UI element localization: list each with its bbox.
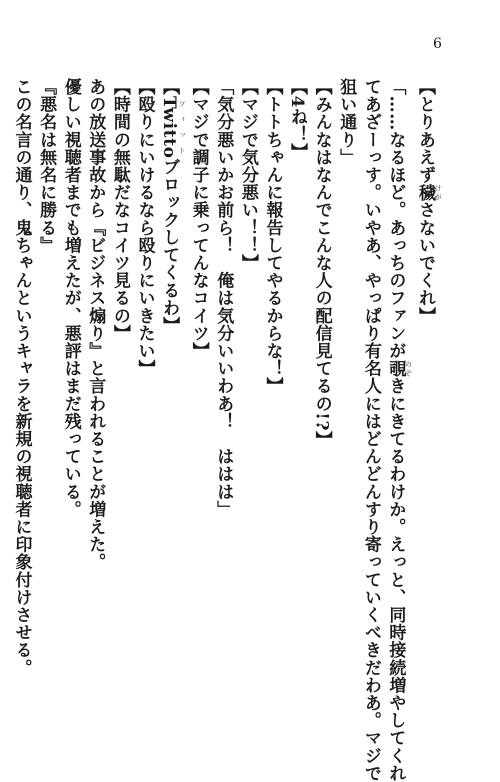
text-line-6: 【4ね！】 <box>287 78 308 161</box>
text-line-5: 【みんなはなんでこんな人の配信見てるの!?】 <box>311 78 332 449</box>
text-line-17: この名言の通り、鬼ちゃんというキャラを新規の視聴者に印象付けさせる。 <box>11 78 32 677</box>
ruby-kegare: 穢 けが <box>415 183 442 202</box>
text-line-7: 【トトちゃんに報告してやるからな！】 <box>262 78 283 395</box>
ruby-nozoki: 覗 のぞ <box>385 359 413 378</box>
text-line-11: 【Twitto ツィットブロックしてくるわ】 <box>159 78 187 335</box>
text-line-4: 狙い通り」 <box>336 78 357 166</box>
text-line-13: 【時間の無駄だなコイツ見るの】 <box>109 78 130 342</box>
text-line-10: 【マジで調子に乗ってんなコイツ】 <box>188 78 209 360</box>
text-line-2: 「……なるほど。あっちのファンが覗 のぞきにきてるわけか。えっと、同時接続増やしてくれ <box>385 78 413 782</box>
text-line-14: あの放送事故から『ビジネス煽り』と言われることが増えた。 <box>85 78 106 571</box>
text-line-1: 【とりあえず穢 けがさないでくれ】 <box>415 78 442 325</box>
text-line-15: 優しい視聴者までも増えたが、悪評はまだ残っている。 <box>60 78 81 518</box>
text-line-16: 『悪名は無名に勝る』 <box>36 78 57 254</box>
page-number: 6 <box>433 36 442 52</box>
text-line-8: 【マジで気分悪い！！】 <box>237 78 258 272</box>
text-line-9: 「気分悪いかお前ら！ 俺は気分いいわあ！ ははは」 <box>213 78 234 518</box>
text-line-12: 【殴りにいけるなら殴りにいきたい】 <box>134 78 155 378</box>
body-text <box>9 78 442 782</box>
text-line-3: てあざーっす。いやあ、やっぱり有名人にはどんどんすり寄っていくべきだわあ。マジで <box>360 78 381 782</box>
ruby-twitto: Twitto ツィット <box>159 95 187 159</box>
